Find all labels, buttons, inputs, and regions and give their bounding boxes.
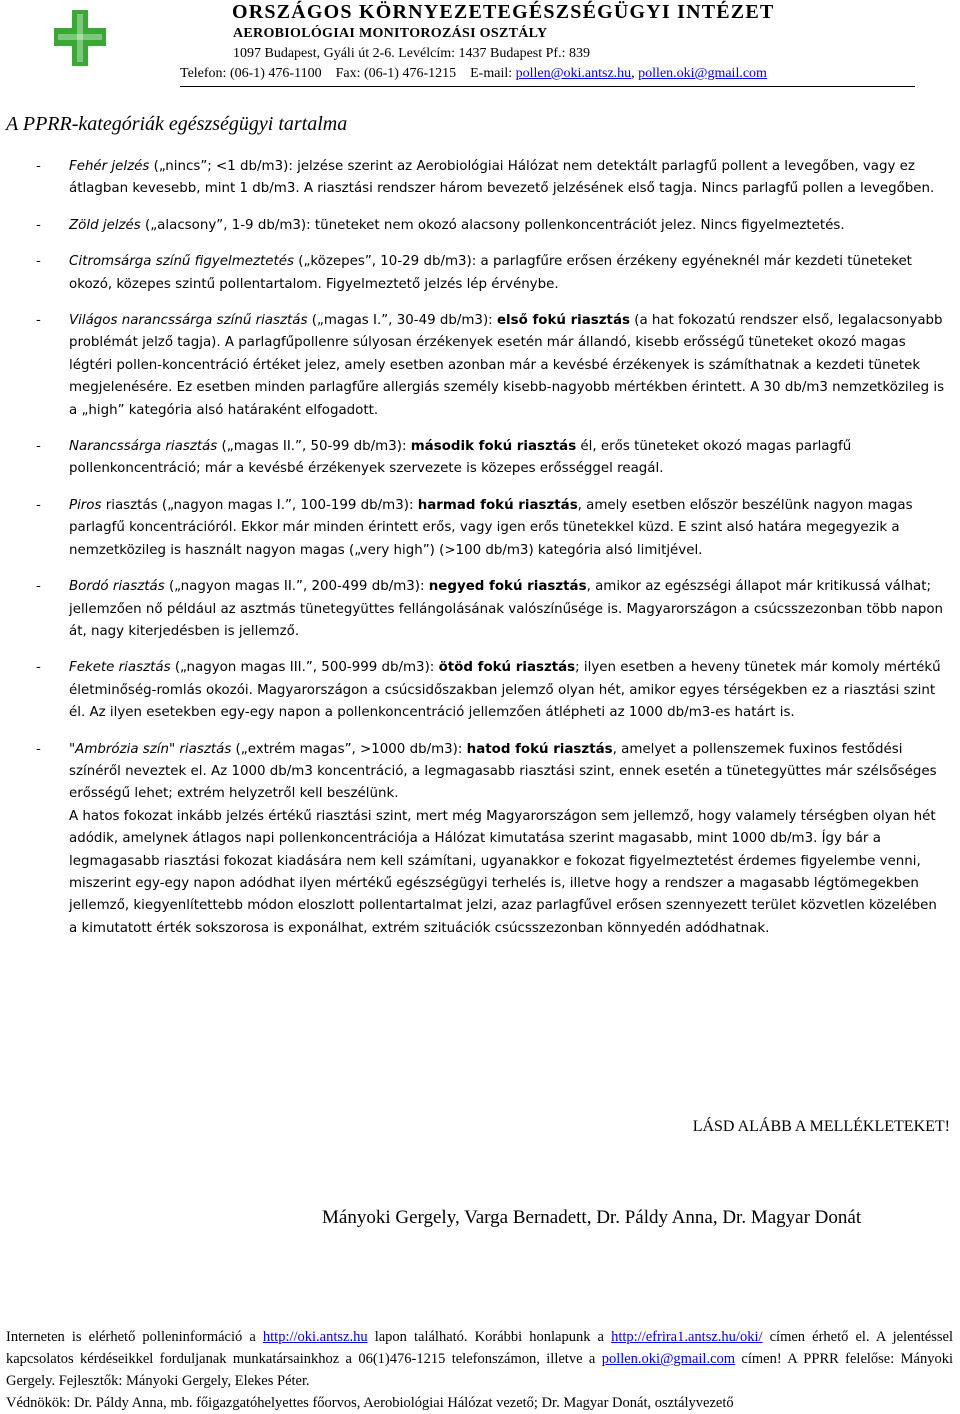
category-list [0, 156, 960, 954]
header-divider [180, 86, 915, 87]
authors: Mányoki Gergely, Varga Bernadett, Dr. Páldy Anna, Dr. Magyar Donát [322, 1207, 862, 1228]
phone: Telefon: (06-1) 476-1100 [180, 66, 322, 81]
list-item-black: - Fekete riasztás („nagyon magas III.”, 500-999 db/m3): ötöd fokú riasztás; ilyen esetben a heveny tünetek már komoly mértékű életminőség-romlás okozói. Magyarországon a csúcsidőszakban jelemző olyan hét, amikor egyes térségekben ez a riasztási szint él. Az ilyen esetekben egy-egy napon a pollenkoncentráció jellemzően átlépheti az 1000 db/m3-es határt is. [36, 660, 941, 721]
alert-level: első fokú riasztás [496, 313, 630, 329]
alert-level: harmad fokú riasztás [417, 497, 578, 513]
category-name: Citromsárga színű figyelmeztetés [69, 254, 294, 270]
alert-level: negyed fokú riasztás [428, 579, 587, 595]
list-item-lemon: - Citromsárga színű figyelmeztetés („közepes”, 10-29 db/m3): a parlagfűre erősen érzékeny egyéneknél már kezdeti tüneteket okozó, közepes szintű pollentartalom. Figyelmeztető jelzés lép érvénybe. [36, 254, 912, 292]
old-site-link[interactable]: http://efrira1.antsz.hu/oki/ [611, 1329, 763, 1345]
address-line: 1097 Budapest, Gyáli út 2-6. Levélcím: 1437 Budapest Pf.: 839 [233, 46, 590, 61]
footer: Interneten is elérhető polleninformáció a http://oki.antsz.hu lapon található. Korábbi honlapunk a http://efrira1.antsz.hu/oki/ címen érhető el. A jelentéssel kapcsolatos kérdéseikkel forduljanak munkatársainkhoz a 06(1)476-1215 telefonszámon, illetve a pollen.oki@gmail.com címen! A PPRR felelőse: Mányoki Gergely. Fejlesztők: Mányoki Gergely, Elekes Péter. Védnökök: Dr. Páldy Anna, mb. főigazgatóhelyettes főorvos, Aerobiológiai Hálózat vezető; Dr. Magyar Donát, osztályvezető [6, 1326, 953, 1414]
list-item-light-orange: - Világos narancssárga színű riasztás („magas I.”, 30-49 db/m3): első fokú riasztás (a hat fokozatú rendszer első, legalacsonyabb problémát jelző tagja). A parlagfűpollenre súlyosan érzékenyek esetén már állandó, kisebb erősségű tüneteket okozó magas légtéri pollen-koncentráció értéket jelez, amely esetben azonban már a kevésbé érzékenyek is számíthatnak a kezdeti tünetek megjelenésére. Ez esetben minden parlagfűre allergiás személy kisebb-nagyobb mértékben érintett. A 30 db/m3 nemzetközileg is a „high” kategória alsó határaként elfogadott. [36, 313, 945, 418]
ambrosia-note: A hatos fokozat inkább jelzés értékű riasztási szint, mert még Magyarországon sem jellemző, hogy valamely térségben olyan hét adódik, amelynek átlagos napi pollenkoncentrációja a Hálózat kimutatása szerint magasabb, mint 1000 db/m3. Így bár a legmagasabb riasztási fokozat kiadására nem kell számítani, ugyanakkor e fokozat figyelmeztetést érdemes figyelembe venni, miszerint egy-egy napon adódhat ilyen mértékű egészségügyi terhelés is, illetve hogy a rendszer a magasabb légtömegekben jellemző, kiegyenlítettebb módon eloszlott pollentartalmat jelzi, azaz parlagfűvel erősen szennyezett terület közvetlen közelében a kimutatott érték sokszorosa is exponálhat, extrém szituációk csúcsszezonban könnyedén adódhatnak. [69, 808, 937, 936]
fax: Fax: (06-1) 476-1215 [335, 66, 457, 81]
email-label: E-mail: [470, 66, 513, 81]
see-attachments-note: LÁSD ALÁBB A MELLÉKLETEKET! [692, 1118, 950, 1135]
alert-level: hatod fokú riasztás [466, 741, 613, 757]
alert-level: ötöd fokú riasztás [438, 660, 576, 676]
alert-level: második fokú riasztás [410, 439, 577, 455]
list-item-ambrosia: - "Ambrózia szín" riasztás („extrém magas”, >1000 db/m3): hatod fokú riasztás, amelyet a pollenszemek fuxinos festődési színéről neveztek el. Az 1000 db/m3 koncentráció, a legmagasabb riasztási szint, ennek esetén a tünetegyüttes már szélsőséges erősségű lehet; extrém helyzetről kell beszélünk. A hatos fokozat inkább jelzés értékű riasztási szint, mert még Magyarországon sem jellemző, hogy valamely térségben olyan hét adódik, amelynek átlagos napi pollenkoncentrációja a Hálózat kimutatása szerint magasabb, mint 1000 db/m3. Így bár a legmagasabb riasztási fokozat kiadására nem kell számítani, ugyanakkor e fokozat figyelmeztetést érdemes figyelembe venni, miszerint egy-egy napon adódhat ilyen mértékű egészségügyi terhelés is, illetve hogy a rendszer a magasabb légtömegekben jellemző, kiegyenlítettebb módon eloszlott pollentartalmat jelzi, azaz parlagfűvel erősen szennyezett terület közvetlen közelében a kimutatott érték sokszorosa is exponálhat, extrém szituációk csúcsszezonban könnyedén adódhatnak. [36, 741, 937, 936]
list-item-white: - Fehér jelzés („nincs”; <1 db/m3): jelzése szerint az Aerobiológiai Hálózat nem detektált parlagfű pollent a levegőben, vagy ez átlagban kevesebb, mint 1 db/m3. A riasztási rendszer három bevezető jelzésének első tagja. Nincs parlagfű pollen a levegőben. [36, 159, 935, 197]
list-item-red: - Piros riasztás („nagyon magas I.”, 100-199 db/m3): harmad fokú riasztás, amely esetben először beszélünk nagyon magas parlagfű koncentrációról. Ekkor már minden érintett erős, vagy igen erős tünetekkel küzd. E szint alsó határa megegyezik a nemzetközileg is használt nagyon magas („very high”) (>100 db/m3) kategória alsó limitjével. [36, 497, 913, 558]
category-name: Bordó riasztás [69, 579, 165, 595]
green-cross-icon [52, 8, 108, 68]
site-link[interactable]: http://oki.antsz.hu [262, 1329, 368, 1345]
contact-email-link[interactable]: pollen.oki@gmail.com [601, 1351, 736, 1367]
list-item-orange: - Narancssárga riasztás („magas II.”, 50-99 db/m3): második fokú riasztás él, erős tüneteket okozó magas parlagfű pollenkoncentráció; már a kevésbé érzékenyek szervezete is közepes erősséggel reagál. [36, 439, 852, 477]
email-link-2[interactable]: pollen.oki@gmail.com [638, 66, 767, 81]
list-item-burgundy: - Bordó riasztás („nagyon magas II.”, 200-499 db/m3): negyed fokú riasztás, amikor az egészségi állapot már kritikussá válhat; jellemzően nő például az asztmás tünetegyüttes fellángolásának valószínűsége is. Magyarországon a csúcsszezonban több napon át, nagy kiterjedésben is jellemző. [36, 579, 944, 639]
category-name: Piros [69, 497, 102, 513]
category-name: Világos narancssárga színű riasztás [69, 313, 308, 329]
category-name: Fekete riasztás [69, 660, 171, 676]
document-title: A PPRR-kategóriák egészségügyi tartalma [6, 113, 348, 135]
category-name: Narancssárga riasztás [69, 439, 218, 455]
patrons-line: Védnökök: Dr. Páldy Anna, mb. főigazgatóhelyettes főorvos, Aerobiológiai Hálózat vezető; Dr. Magyar Donát, osztályvezető [6, 1395, 734, 1411]
department-name: AEROBIOLÓGIAI MONITOROZÁSI OSZTÁLY [233, 26, 548, 41]
institute-name: ORSZÁGOS KÖRNYEZETEGÉSZSÉGÜGYI INTÉZET [232, 1, 775, 23]
list-item-green: - Zöld jelzés („alacsony”, 1-9 db/m3): tüneteket nem okozó alacsony pollenkoncentrációt jelez. Nincs figyelmeztetés. [36, 217, 845, 233]
category-name: Fehér jelzés [69, 159, 150, 174]
email-link-1[interactable]: pollen@oki.antsz.hu [515, 66, 632, 81]
category-name: Ambrózia szín [75, 741, 169, 757]
contact-line: Telefon: (06-1) 476-1100 Fax: (06-1) 476-1215 E-mail: pollen@oki.antsz.hu, pollen.oki@gmail.com [180, 66, 767, 81]
category-name: Zöld jelzés [69, 217, 141, 233]
